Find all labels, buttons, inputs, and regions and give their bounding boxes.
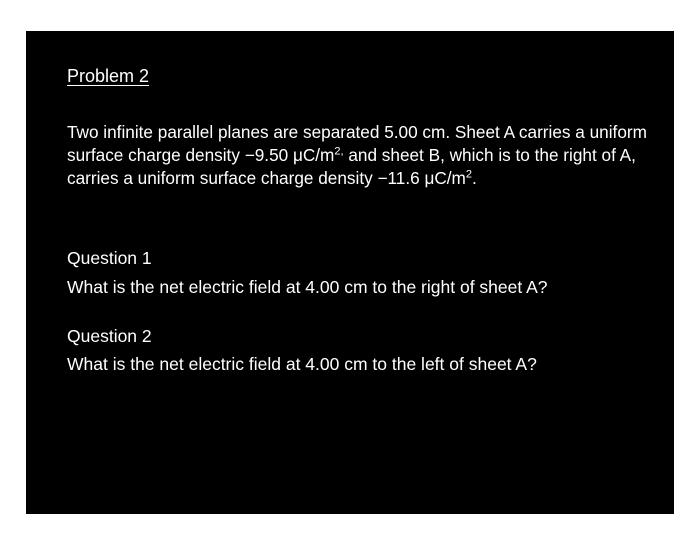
problem-title: Problem 2 <box>67 66 150 86</box>
problem-slide <box>26 31 674 514</box>
problem-text-part2: and sheet B, which is to the right of A, carries a uniform surface charge density −11.6 μC/m <box>67 145 636 188</box>
question-1-text: What is the net electric field at 4.00 cm to the right of sheet A? <box>67 277 548 297</box>
question-2-text: What is the net electric field at 4.00 cm to the left of sheet A? <box>67 354 537 374</box>
problem-text-part1: Two infinite parallel planes are separated 5.00 cm. Sheet A carries a uniform surface charge density −9.50 μC/m <box>67 122 647 165</box>
question-2-heading: Question 2 <box>67 326 152 346</box>
problem-statement <box>67 121 652 190</box>
question-1-heading: Question 1 <box>67 248 152 268</box>
superscript-squared-1: 2, <box>334 145 344 158</box>
problem-text-part3: . <box>472 168 477 188</box>
superscript-squared-2: 2 <box>465 168 472 181</box>
